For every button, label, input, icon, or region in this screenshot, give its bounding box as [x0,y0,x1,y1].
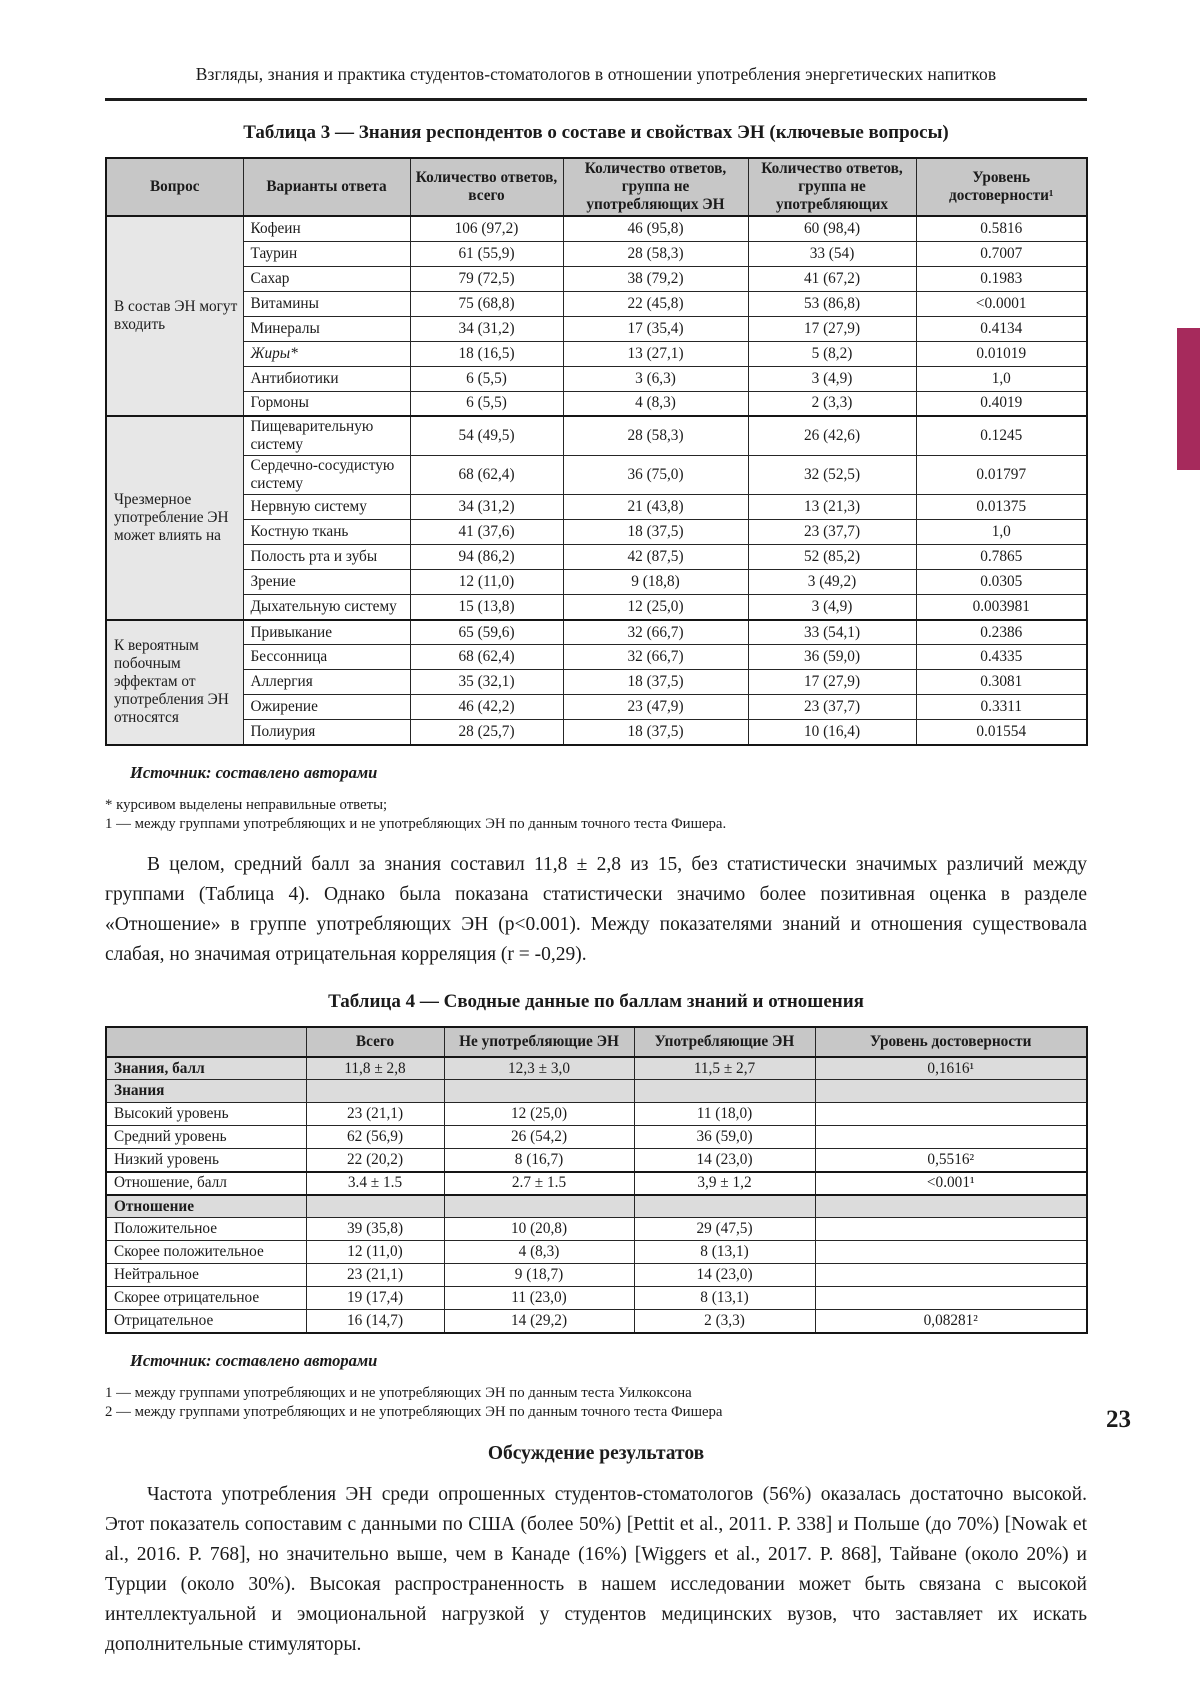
total-cell: 68 (62,4) [410,456,563,495]
table-row [106,1287,1087,1310]
option-cell: Костную ткань [243,520,410,545]
row-label-cell: Отношение [106,1195,306,1218]
value-cell: 12 (25,0) [444,1103,634,1126]
page-number: 23 [1106,1406,1131,1433]
p-value-cell: <0.0001 [916,291,1087,316]
p-value-cell: 0.0305 [916,570,1087,595]
value-cell [815,1241,1087,1264]
total-cell: 6 (5,5) [410,366,563,391]
table-row [106,720,1087,745]
value-cell: 39 (35,8) [306,1218,444,1241]
table-row [106,266,1087,291]
p-value-cell: 0.01554 [916,720,1087,745]
total-cell: 34 (31,2) [410,316,563,341]
option-cell: Таурин [243,241,410,266]
p-value-cell: 0.1245 [916,416,1087,456]
row-label-cell: Скорее отрицательное [106,1287,306,1310]
row-label-cell: Положительное [106,1218,306,1241]
option-cell: Гормоны [243,391,410,416]
users-cell: 13 (21,3) [748,495,916,520]
value-cell [634,1080,815,1103]
row-label-cell: Низкий уровень [106,1149,306,1172]
table-header-row [106,1027,1087,1057]
value-cell: 9 (18,7) [444,1264,634,1287]
value-cell: 2.7 ± 1.5 [444,1172,634,1195]
option-cell: Сердечно-сосудистую систему [243,456,410,495]
table-row [106,456,1087,495]
value-cell: 29 (47,5) [634,1218,815,1241]
table-row [106,1172,1087,1195]
discussion-heading: Обсуждение результатов [487,1443,705,1465]
p-value-cell: 0.7007 [916,241,1087,266]
users-cell: 33 (54) [748,241,916,266]
users-cell: 17 (27,9) [748,316,916,341]
non-users-cell: 32 (66,7) [563,645,748,670]
value-cell: 22 (20,2) [306,1149,444,1172]
column-header: Количество ответов, всего [410,158,563,216]
table-row [106,1264,1087,1287]
table-row [106,1218,1087,1241]
value-cell: 0,5516² [815,1149,1087,1172]
p-value-cell: 0.4335 [916,645,1087,670]
table3-source: Источник: составлено авторами [130,762,378,782]
users-cell: 60 (98,4) [748,216,916,241]
total-cell: 46 (42,2) [410,695,563,720]
value-cell [306,1080,444,1103]
non-users-cell: 46 (95,8) [563,216,748,241]
table3 [105,157,1088,746]
question-cell: Чрезмерное употребление ЭН может влиять на [106,416,243,620]
value-cell: 3,9 ± 1,2 [634,1172,815,1195]
value-cell: 12 (11,0) [306,1241,444,1264]
table-row [106,495,1087,520]
p-value-cell: 0.1983 [916,266,1087,291]
option-cell: Кофеин [243,216,410,241]
footnote-line: * курсивом выделены неправильные ответы; [105,796,388,813]
option-cell: Ожирение [243,695,410,720]
table3-title: Таблица 3 — Знания респондентов о составе и свойствах ЭН (ключевые вопросы) [243,122,949,143]
option-cell: Антибиотики [243,366,410,391]
users-cell: 33 (54,1) [748,620,916,645]
value-cell: 14 (29,2) [444,1310,634,1333]
users-cell: 3 (4,9) [748,366,916,391]
table-row [106,670,1087,695]
p-value-cell: 0.3081 [916,670,1087,695]
header-rule [105,98,1087,101]
table-row [106,520,1087,545]
non-users-cell: 36 (75,0) [563,456,748,495]
non-users-cell: 22 (45,8) [563,291,748,316]
column-header: Всего [306,1027,444,1057]
row-label-cell: Средний уровень [106,1126,306,1149]
value-cell: 11 (23,0) [444,1287,634,1310]
non-users-cell: 38 (79,2) [563,266,748,291]
non-users-cell: 17 (35,4) [563,316,748,341]
column-header [106,1027,306,1057]
non-users-cell: 4 (8,3) [563,391,748,416]
value-cell [444,1195,634,1218]
option-cell: Жиры* [243,341,410,366]
users-cell: 10 (16,4) [748,720,916,745]
question-cell: В состав ЭН могут входить [106,216,243,416]
value-cell [815,1103,1087,1126]
users-cell: 5 (8,2) [748,341,916,366]
users-cell: 17 (27,9) [748,670,916,695]
table-row [106,1310,1087,1333]
value-cell: 2 (3,3) [634,1310,815,1333]
non-users-cell: 12 (25,0) [563,595,748,620]
option-cell: Минералы [243,316,410,341]
column-header: Количество ответов, группа не употребляющих ЭН [563,158,748,216]
column-header: Не употребляющие ЭН [444,1027,634,1057]
non-users-cell: 18 (37,5) [563,520,748,545]
table4-header [106,1027,1087,1057]
total-cell: 18 (16,5) [410,341,563,366]
table3-body [106,216,1087,745]
total-cell: 12 (11,0) [410,570,563,595]
table3-header [106,158,1087,216]
value-cell: 12,3 ± 3,0 [444,1057,634,1080]
non-users-cell: 18 (37,5) [563,720,748,745]
table4 [105,1026,1088,1334]
option-cell: Полость рта и зубы [243,545,410,570]
table-row [106,595,1087,620]
total-cell: 28 (25,7) [410,720,563,745]
table-row [106,695,1087,720]
p-value-cell: 1,0 [916,366,1087,391]
value-cell: 23 (21,1) [306,1103,444,1126]
users-cell: 23 (37,7) [748,520,916,545]
p-value-cell: 0.01019 [916,341,1087,366]
total-cell: 75 (68,8) [410,291,563,316]
option-cell: Дыхательную систему [243,595,410,620]
p-value-cell: 0.2386 [916,620,1087,645]
row-label-cell: Нейтральное [106,1264,306,1287]
non-users-cell: 13 (27,1) [563,341,748,366]
users-cell: 3 (49,2) [748,570,916,595]
value-cell [815,1287,1087,1310]
row-label-cell: Знания, балл [106,1057,306,1080]
value-cell: 36 (59,0) [634,1126,815,1149]
non-users-cell: 32 (66,7) [563,620,748,645]
value-cell [815,1218,1087,1241]
total-cell: 61 (55,9) [410,241,563,266]
column-header: Употребляющие ЭН [634,1027,815,1057]
value-cell: 8 (13,1) [634,1241,815,1264]
users-cell: 36 (59,0) [748,645,916,670]
total-cell: 35 (32,1) [410,670,563,695]
non-users-cell: 3 (6,3) [563,366,748,391]
non-users-cell: 28 (58,3) [563,416,748,456]
p-value-cell: 0.5816 [916,216,1087,241]
table-row [106,620,1087,645]
users-cell: 32 (52,5) [748,456,916,495]
table-row [106,1057,1087,1080]
footnote-line: 2 — между группами употребляющих и не употребляющих ЭН по данным точного теста Фишера [105,1404,723,1421]
table-row [106,416,1087,456]
paragraph-1: В целом, средний балл за знания составил 11,8 ± 2,8 из 15, без статистически значимых различий между группами (Таблица 4). Однако была показана статистически значимо более позитивная оценка в разделе «Отношение» в группе употребляющих ЭН (p<0.001). Между показателями знаний и отношения существовала слабая, но значимая отрицательная корреляция (r = -0,29). [105,853,1087,965]
option-cell: Сахар [243,266,410,291]
value-cell: 0,08281² [815,1310,1087,1333]
column-header: Вопрос [106,158,243,216]
table-row [106,545,1087,570]
option-cell: Полиурия [243,720,410,745]
p-value-cell: 0.01375 [916,495,1087,520]
users-cell: 2 (3,3) [748,391,916,416]
non-users-cell: 18 (37,5) [563,670,748,695]
users-cell: 23 (37,7) [748,695,916,720]
table-row [106,1080,1087,1103]
table-header-row [106,158,1087,216]
p-value-cell: 0.3311 [916,695,1087,720]
value-cell [815,1080,1087,1103]
table-row [106,291,1087,316]
row-label-cell: Отношение, балл [106,1172,306,1195]
value-cell: 62 (56,9) [306,1126,444,1149]
table-row [106,1241,1087,1264]
p-value-cell: 0.4019 [916,391,1087,416]
value-cell: 8 (16,7) [444,1149,634,1172]
column-header: Уровень достоверности [815,1027,1087,1057]
p-value-cell: 0.4134 [916,316,1087,341]
total-cell: 6 (5,5) [410,391,563,416]
total-cell: 41 (37,6) [410,520,563,545]
value-cell: <0.001¹ [815,1172,1087,1195]
non-users-cell: 9 (18,8) [563,570,748,595]
option-cell: Привыкание [243,620,410,645]
users-cell: 41 (67,2) [748,266,916,291]
total-cell: 79 (72,5) [410,266,563,291]
table-row [106,1149,1087,1172]
non-users-cell: 28 (58,3) [563,241,748,266]
option-cell: Аллергия [243,670,410,695]
option-cell: Витамины [243,291,410,316]
value-cell: 26 (54,2) [444,1126,634,1149]
row-label-cell: Отрицательное [106,1310,306,1333]
table4-footnotes [105,1384,1087,1423]
value-cell: 8 (13,1) [634,1287,815,1310]
value-cell [306,1195,444,1218]
value-cell: 23 (21,1) [306,1264,444,1287]
accent-bar [1177,328,1200,470]
row-label-cell: Скорее положительное [106,1241,306,1264]
table-row [106,391,1087,416]
total-cell: 65 (59,6) [410,620,563,645]
users-cell: 53 (86,8) [748,291,916,316]
option-cell: Бессонница [243,645,410,670]
option-cell: Нервную систему [243,495,410,520]
total-cell: 106 (97,2) [410,216,563,241]
table4-title: Таблица 4 — Сводные данные по баллам знаний и отношения [328,990,864,1012]
table-row [106,1126,1087,1149]
p-value-cell: 0.7865 [916,545,1087,570]
column-header: Варианты ответа [243,158,410,216]
p-value-cell: 1,0 [916,520,1087,545]
paragraph-2: Частота употребления ЭН среди опрошенных студентов-стоматологов (56%) оказалась достаточно высокой. Этот показатель сопоставим с данными по США (более 50%) [Pettit et al., 2011. P. 338] и Польше (до 70%) [Nowak et al., 2016. P. 768], но значительно выше, чем в Канаде (16%) [Wiggers et al., 2017. P. 868], Тайване (около 20%) и Турции (около 30%). Высокая распространенность в нашем исследовании может быть связана с высокой интеллектуальной и эмоциональной нагрузкой у студентов медицинских вузов, что заставляет их искать дополнительные стимуляторы. [105,1484,1087,1656]
question-cell: К вероятным побочным эффектам от употребления ЭН относятся [106,620,243,745]
table-row [106,241,1087,266]
table-row [106,1195,1087,1218]
users-cell: 26 (42,6) [748,416,916,456]
value-cell: 11,5 ± 2,7 [634,1057,815,1080]
value-cell: 14 (23,0) [634,1264,815,1287]
table-row [106,216,1087,241]
value-cell: 0,1616¹ [815,1057,1087,1080]
value-cell [444,1080,634,1103]
total-cell: 34 (31,2) [410,495,563,520]
value-cell [815,1195,1087,1218]
total-cell: 94 (86,2) [410,545,563,570]
row-label-cell: Высокий уровень [106,1103,306,1126]
p-value-cell: 0.003981 [916,595,1087,620]
users-cell: 52 (85,2) [748,545,916,570]
option-cell: Зрение [243,570,410,595]
value-cell [815,1126,1087,1149]
table4-body [106,1057,1087,1333]
p-value-cell: 0.01797 [916,456,1087,495]
users-cell: 3 (4,9) [748,595,916,620]
total-cell: 15 (13,8) [410,595,563,620]
total-cell: 68 (62,4) [410,645,563,670]
table4-source: Источник: составлено авторами [130,1350,378,1370]
value-cell [634,1195,815,1218]
column-header: Количество ответов, группа не употребляющих [748,158,916,216]
value-cell: 14 (23,0) [634,1149,815,1172]
value-cell: 10 (20,8) [444,1218,634,1241]
table-row [106,366,1087,391]
value-cell: 19 (17,4) [306,1287,444,1310]
non-users-cell: 42 (87,5) [563,545,748,570]
total-cell: 54 (49,5) [410,416,563,456]
content-column [105,0,1087,1660]
value-cell: 16 (14,7) [306,1310,444,1333]
running-head: Взгляды, знания и практика студентов-стоматологов в отношении употребления энергетических напитков [195,64,997,84]
table-row [106,341,1087,366]
footnote-line: 1 — между группами употребляющих и не употребляющих ЭН по данным теста Уилкоксона [105,1384,692,1401]
value-cell: 3.4 ± 1.5 [306,1172,444,1195]
row-label-cell: Знания [106,1080,306,1103]
value-cell [815,1264,1087,1287]
table-row [106,645,1087,670]
table-row [106,1103,1087,1126]
footnote-line: 1 — между группами употребляющих и не употребляющих ЭН по данным точного теста Фишера. [105,816,727,833]
table-row [106,316,1087,341]
table-row [106,570,1087,595]
non-users-cell: 23 (47,9) [563,695,748,720]
value-cell: 4 (8,3) [444,1241,634,1264]
column-header: Уровень достоверности¹ [916,158,1087,216]
non-users-cell: 21 (43,8) [563,495,748,520]
value-cell: 11 (18,0) [634,1103,815,1126]
option-cell: Пищеварительную систему [243,416,410,456]
table3-footnotes [105,796,1087,835]
value-cell: 11,8 ± 2,8 [306,1057,444,1080]
